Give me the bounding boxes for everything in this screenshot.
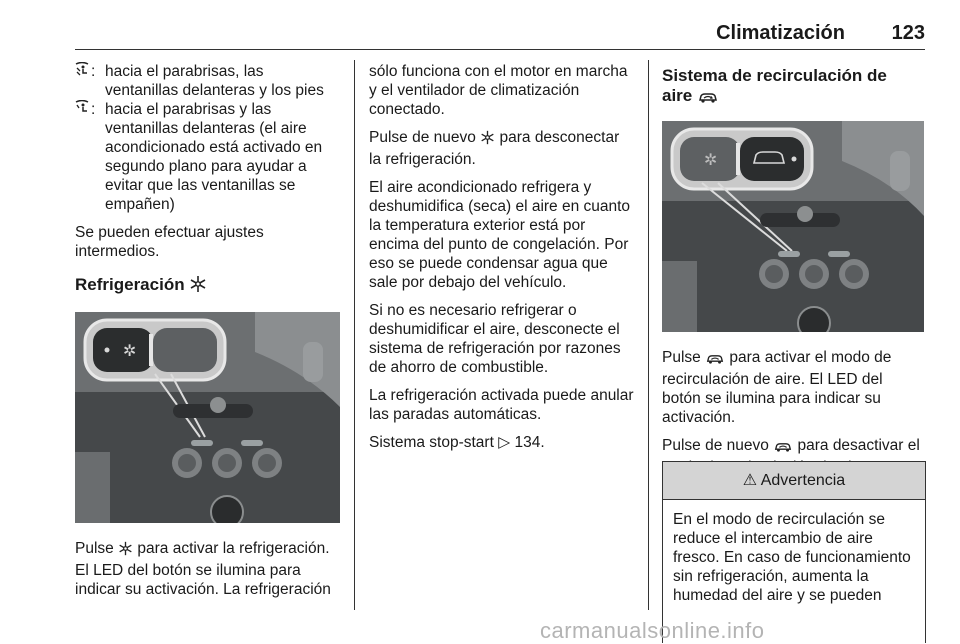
- snowflake-icon: [118, 541, 133, 561]
- warning-header: [663, 462, 925, 500]
- warning-title: Advertencia: [760, 472, 846, 489]
- windshield-vent-icon: [75, 100, 91, 214]
- paragraph: El aire acondicionado refrigera y deshumidifica (seca) el aire en cuanto la temperatura exterior está por encima del punto de congelación. Por eso se puede condensar agua que sale por debajo del vehículo.: [369, 179, 631, 291]
- column-2: [369, 62, 634, 461]
- watermark: carmanualsonline.info: [540, 618, 765, 643]
- paragraph: Se pueden efectuar ajustes intermedios.: [75, 224, 264, 260]
- recirculation-car-icon: [773, 439, 793, 458]
- page-title: Climatización: [716, 22, 845, 44]
- definition-text: hacia el parabrisas, las ventanillas delanteras y los pies: [105, 63, 324, 99]
- page-header: [75, 0, 925, 50]
- warning-triangle-icon: ⚠: [742, 472, 758, 489]
- paragraph: Pulse para activar el modo de recirculación de aire. El LED del botón se ilumina para indicar su activación.: [662, 349, 892, 426]
- vent-mode-definition: : hacia el parabrisas y las ventanillas delanteras (el aire acondicionado está activado en segundo plano para ayudar a evitar que las ventanillas se empañen): [75, 100, 341, 214]
- column-1: [75, 62, 341, 608]
- paragraph: Sistema stop-start ▷ 134.: [369, 434, 545, 451]
- header-rule: [75, 49, 925, 50]
- page-reference-arrow-icon: ▷: [498, 434, 511, 451]
- ac-button-photo: [75, 312, 340, 523]
- paragraph: Si no es necesario refrigerar o deshumidificar el aire, desconecte el sistema de refrigeración por razones de ahorro de combustible.: [369, 302, 621, 376]
- page-reference-link[interactable]: 134.: [514, 434, 545, 451]
- paragraph: Pulse para activar la refrigeración. El LED del botón se ilumina para indicar su activación. La refrigeración: [75, 540, 331, 598]
- column-divider-2: [648, 60, 649, 610]
- recirculation-button-photo: [662, 121, 924, 332]
- snowflake-icon: [480, 130, 495, 150]
- recirculation-car-icon: [705, 351, 725, 370]
- svg-text:✲: ✲: [704, 150, 718, 169]
- snowflake-icon: [189, 275, 207, 298]
- section-heading-cooling: Refrigeración: [75, 275, 341, 298]
- column-3: [662, 62, 924, 486]
- vent-mode-definition: : hacia el parabrisas, las ventanillas delanteras y los pies: [75, 62, 341, 100]
- warning-box: [662, 461, 926, 643]
- recirculation-car-icon: [697, 89, 719, 109]
- page-number: 123: [891, 22, 925, 44]
- definition-text: hacia el parabrisas y las ventanillas delanteras (el aire acondicionado está activado en segundo plano para ayudar a evitar que las ventanillas se empañen): [105, 101, 323, 213]
- paragraph: Pulse de nuevo para desactivar el: [662, 436, 924, 477]
- svg-text:✲: ✲: [123, 341, 137, 360]
- windshield-feet-vent-icon: [75, 62, 91, 100]
- paragraph: La refrigeración activada puede anular las paradas automáticas.: [369, 387, 634, 423]
- paragraph: Pulse de nuevo para desconectar la refrigeración.: [369, 129, 620, 168]
- section-heading-recirculation: Sistema de recirculación de aire: [662, 66, 924, 109]
- warning-text: En el modo de recirculación se reduce el intercambio de aire fresco. En caso de funcionamiento sin refrigeración, aumenta la humedad del aire y se pueden: [673, 511, 911, 604]
- column-divider-1: [354, 60, 355, 610]
- paragraph: sólo funciona con el motor en marcha y el ventilador de climatización conectado.: [369, 63, 628, 118]
